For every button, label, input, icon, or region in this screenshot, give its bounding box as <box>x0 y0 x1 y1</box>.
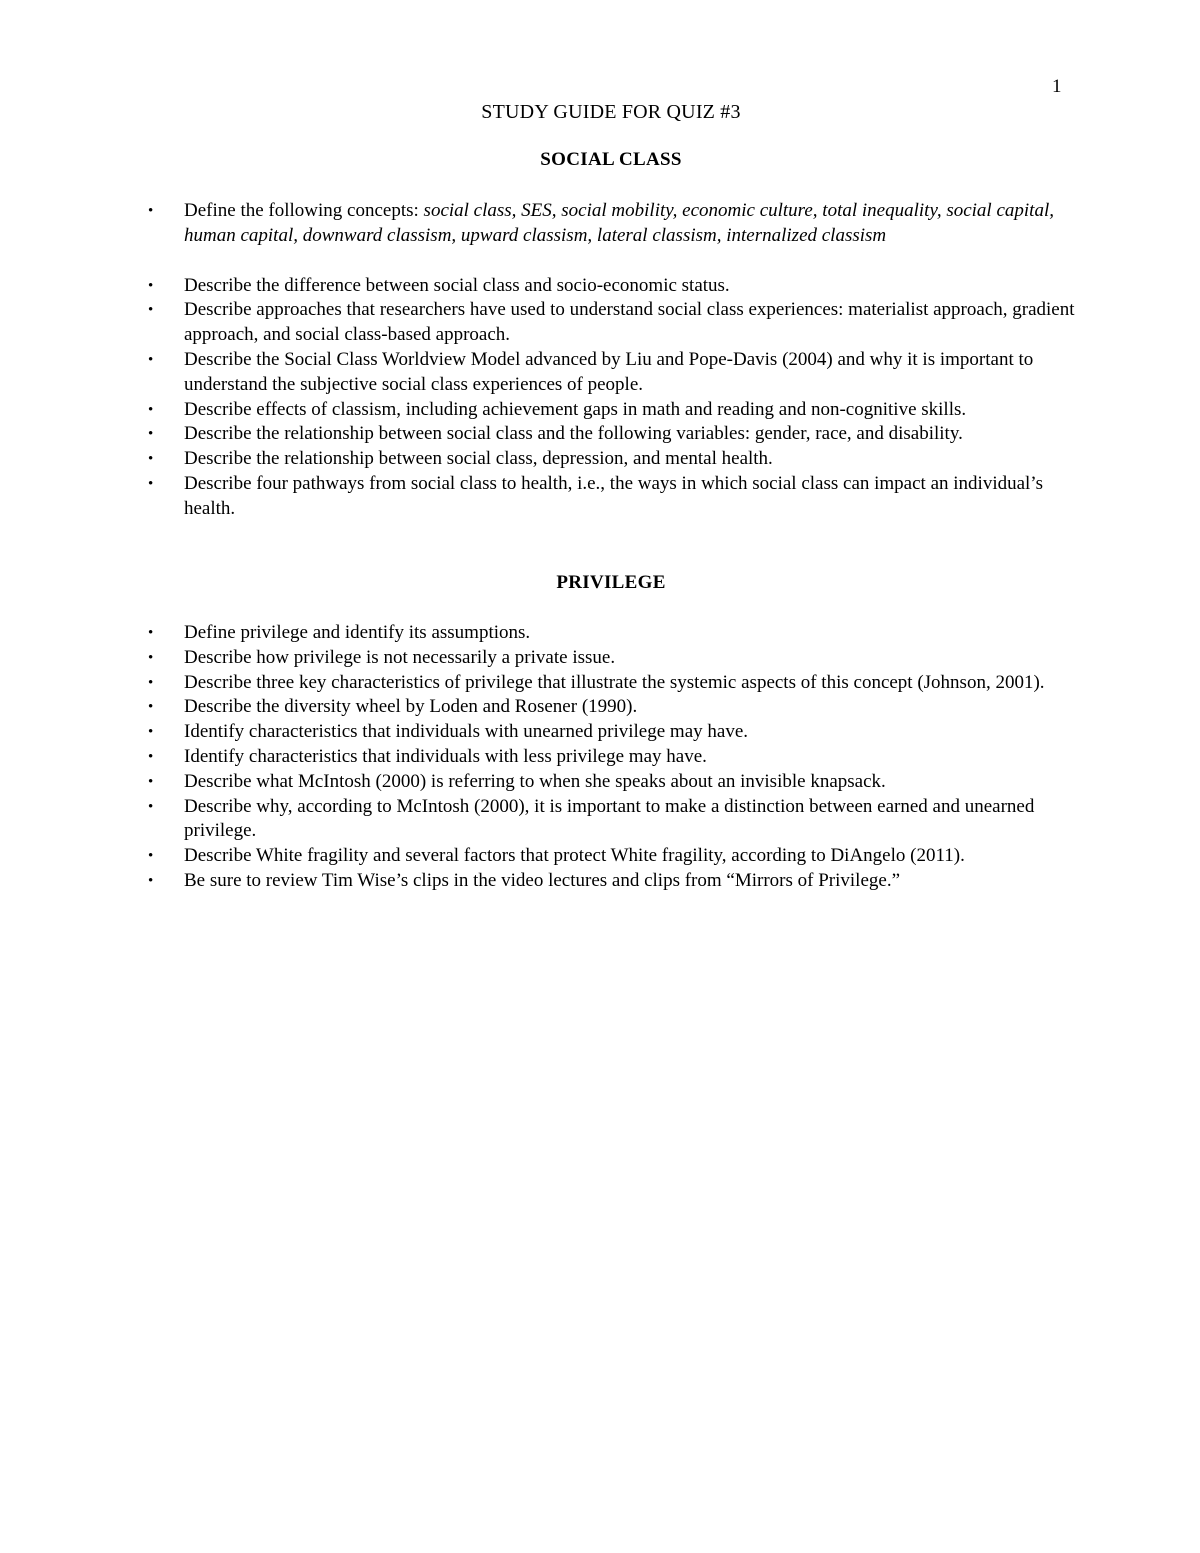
bullet-icon: • <box>148 798 154 815</box>
list-item-text: Describe why, according to McIntosh (2000), it is important to make a distinction between earned and unearned privilege. <box>184 795 1035 842</box>
list-item-text: Describe the diversity wheel by Loden and Rosener (1990). <box>184 696 638 718</box>
list-item <box>145 795 1085 845</box>
list-item-text: Describe four pathways from social class to health, i.e., the ways in which social class can impact an individual’s health. <box>184 472 1043 519</box>
privilege-list <box>145 621 1085 894</box>
list-item <box>145 422 1085 447</box>
bullet-icon: • <box>148 773 154 790</box>
bullet-icon: • <box>148 674 154 691</box>
bullet-icon: • <box>148 748 154 765</box>
section-heading-social-class: SOCIAL CLASS <box>540 149 682 170</box>
list-item-text: Describe the relationship between social class, depression, and mental health. <box>184 448 773 470</box>
bullet-icon: • <box>148 872 154 889</box>
list-item-text: Describe effects of classism, including achievement gaps in math and reading and non-cognitive skills. <box>184 398 967 420</box>
list-item <box>145 671 1085 696</box>
list-item <box>145 472 1085 522</box>
list-item <box>145 274 1085 299</box>
bullet-icon: • <box>148 724 154 741</box>
list-item <box>145 695 1085 720</box>
document-title: STUDY GUIDE FOR QUIZ #3 <box>481 101 741 123</box>
bullet-icon: • <box>148 625 154 641</box>
list-item-text: Describe how privilege is not necessarily a private issue. <box>184 646 616 668</box>
list-item <box>145 621 1085 646</box>
list-item-text: Define privilege and identify its assumptions. <box>184 622 531 643</box>
define-terms: social class, SES, social mobility, economic culture, total inequality, social capital, human capital, downward classism, upward classism, lateral classism, internalized classism <box>184 200 1054 246</box>
bullet-icon: • <box>148 426 154 443</box>
list-item-text: Identify characteristics that individuals with less privilege may have. <box>184 745 707 767</box>
bullet-icon: • <box>148 203 154 219</box>
list-item <box>145 869 1085 894</box>
list-item <box>145 199 1085 249</box>
list-item-text: Describe White fragility and several factors that protect White fragility, according to DiAngelo (2011). <box>184 845 965 867</box>
list-item <box>145 348 1085 398</box>
bullet-icon: • <box>148 451 154 468</box>
bullet-icon: • <box>148 699 154 716</box>
define-lead: Define the following concepts: <box>184 200 424 221</box>
list-item-text: Identify characteristics that individuals with unearned privilege may have. <box>184 721 748 743</box>
section-heading-privilege: PRIVILEGE <box>556 572 666 593</box>
list-item-text: Describe the difference between social class and socio-economic status. <box>184 274 730 296</box>
bullet-icon: • <box>148 351 154 368</box>
list-item-text: Describe what McIntosh (2000) is referring to when she speaks about an invisible knapsack. <box>184 770 886 792</box>
list-item <box>145 298 1085 348</box>
list-item-text: Describe the relationship between social class and the following variables: gender, race, and disability. <box>184 423 963 445</box>
list-item-text: Describe approaches that researchers have used to understand social class experiences: materialist approach, gradient approach, and social class-based approach. <box>184 299 1075 346</box>
bullet-icon: • <box>148 649 154 666</box>
bullet-icon: • <box>148 277 154 294</box>
bullet-icon: • <box>148 401 154 418</box>
list-item-text: Describe the Social Class Worldview Model advanced by Liu and Pope-Davis (2004) and why it is important to understand the subjective social class experiences of people. <box>184 348 1034 395</box>
page-number: 1 <box>1052 76 1062 97</box>
list-item <box>145 720 1085 745</box>
list-item <box>145 770 1085 795</box>
list-item <box>145 398 1085 423</box>
social-class-list <box>145 199 1085 522</box>
bullet-icon: • <box>148 848 154 865</box>
list-item <box>145 745 1085 770</box>
list-item <box>145 646 1085 671</box>
list-item <box>145 844 1085 869</box>
list-item-text: Be sure to review Tim Wise’s clips in the video lectures and clips from “Mirrors of Privilege.” <box>184 869 900 891</box>
bullet-icon: • <box>148 475 154 492</box>
list-item <box>145 447 1085 472</box>
list-item-text: Describe three key characteristics of privilege that illustrate the systemic aspects of this concept (Johnson, 2001). <box>184 671 1045 693</box>
bullet-icon: • <box>148 302 154 319</box>
